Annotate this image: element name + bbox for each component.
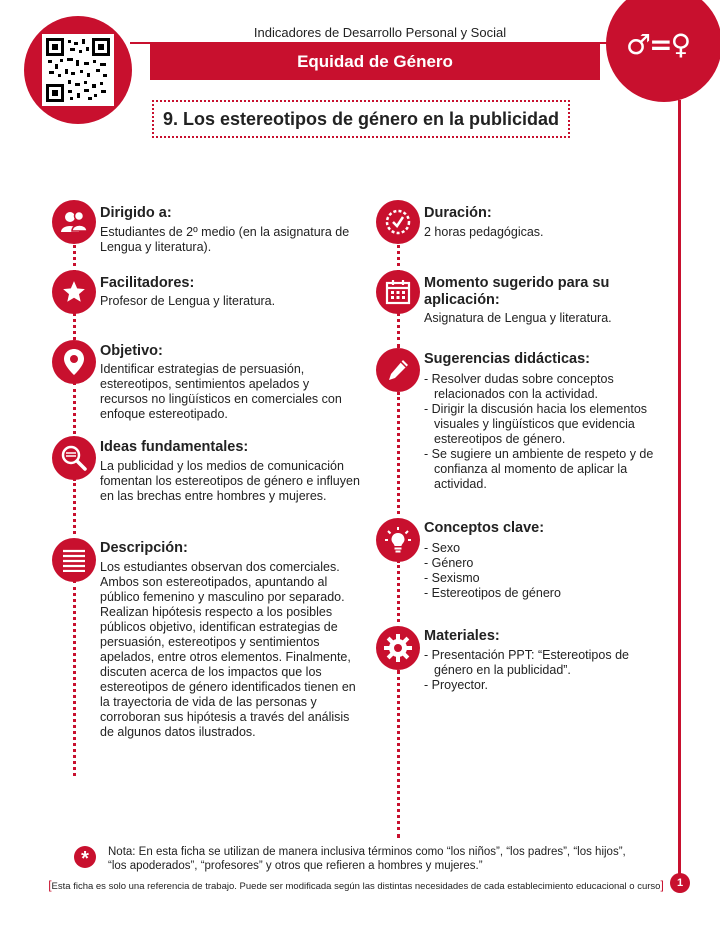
lightbulb-icon <box>376 518 420 562</box>
materiales-heading: Materiales: <box>424 628 500 644</box>
timeline-connector <box>397 560 400 622</box>
star-icon <box>52 270 96 314</box>
subject-title: Indicadores de Desarrollo Personal y Social <box>253 25 507 40</box>
sugerencias-heading: Sugerencias didácticas: <box>424 351 591 367</box>
pen-icon <box>376 348 420 392</box>
facilitadores-heading: Facilitadores: <box>100 275 195 291</box>
magnifier-icon <box>52 436 96 480</box>
timeline-connector <box>397 670 400 838</box>
qr-pattern-icon <box>46 38 110 102</box>
right-edge-rule <box>678 100 681 878</box>
list-item: - Dirigir la discusión hacia los elementos visuales y lingüísticos que evidencia estereotipos de género. <box>424 402 664 447</box>
qr-code-image <box>42 34 114 106</box>
materiales-list <box>424 648 664 693</box>
ideas-text: La publicidad y los medios de comunicación fomentan los estereotipos de género e influyen en las brechas entre hombres y mujeres. <box>100 459 360 503</box>
gender-equality-icon: ♂=♀ <box>626 28 690 61</box>
list-item: - Género <box>424 556 664 571</box>
facilitadores-text: Profesor de Lengua y literatura. <box>100 294 276 308</box>
timeline-connector <box>73 382 76 434</box>
duracion-heading: Duración: <box>424 205 492 221</box>
list-item: - Sexismo <box>424 571 664 586</box>
ideas-heading: Ideas fundamentales: <box>100 439 249 455</box>
gear-icon <box>376 626 420 670</box>
page-number: 1 <box>670 873 690 893</box>
descripcion-heading: Descripción: <box>100 540 188 556</box>
timeline-connector <box>397 392 400 514</box>
list-item: - Proyector. <box>424 678 664 693</box>
timeline-connector <box>397 312 400 348</box>
conceptos-list <box>424 541 664 601</box>
momento-heading: Momento sugerido para su aplicación: <box>424 275 610 308</box>
calendar-icon <box>376 270 420 314</box>
timeline-connector <box>73 478 76 534</box>
section-title: Equidad de Género <box>297 52 453 71</box>
text-lines-icon <box>52 538 96 582</box>
disclaimer-text: Esta ficha es solo una referencia de trabajo. Puede ser modificada según las distintas necesidades de cada establecimiento educacional o curso <box>51 881 661 892</box>
activity-title: 9. Los estereotipos de género en la publicidad <box>162 109 560 129</box>
list-item: - Resolver dudas sobre conceptos relacionados con la actividad. <box>424 372 664 402</box>
location-pin-icon <box>52 340 96 384</box>
bracket-close-icon: ] <box>660 878 664 892</box>
timeline-connector <box>73 580 76 776</box>
objetivo-text: Identificar estrategias de persuasión, estereotipos, sentimientos apelados y recursos no lingüísticos en comerciales con enfoque estereotipado. <box>100 362 342 421</box>
duracion-text: 2 horas pedagógicas. <box>424 225 544 239</box>
momento-text: Asignatura de Lengua y literatura. <box>424 311 612 325</box>
qr-code[interactable] <box>24 16 132 124</box>
list-item: - Estereotipos de género <box>424 586 664 601</box>
objetivo-heading: Objetivo: <box>100 343 163 359</box>
list-item: - Sexo <box>424 541 664 556</box>
dirigido-heading: Dirigido a: <box>100 205 172 221</box>
conceptos-heading: Conceptos clave: <box>424 520 545 536</box>
clock-icon <box>376 200 420 244</box>
descripcion-text: Los estudiantes observan dos comerciales. Ambos son estereotipados, apuntando al público femenino y masculino por separado. Realizan hipótesis respecto a los posibles públicos objetivo, identifican estrategias de persuasión, estereotipos y sentimientos apelados, entre otros elementos. Finalmente, discuten acerca de los impactos que los estereotipos de género identificados tienen en la trayectoria de vida de las personas y corroboran sus hipótesis a través del análisis de algunos datos ilustrados. <box>100 560 356 739</box>
dirigido-text: Estudiantes de 2º medio (en la asignatura de Lengua y literatura). <box>100 225 350 254</box>
people-icon <box>52 200 96 244</box>
disclaimer <box>48 878 664 892</box>
inclusive-language-note: Nota: En esta ficha se utilizan de manera inclusiva términos como “los niños”, “los padres”, “los hijos”, “los apoderados”, “profesores” y otros que refieren a hombres y mujeres.” <box>108 846 626 872</box>
list-item: - Presentación PPT: “Estereotipos de género en la publicidad”. <box>424 648 664 678</box>
bracket-open-icon: [ <box>48 878 52 892</box>
sugerencias-list <box>424 372 664 492</box>
asterisk-icon: * <box>74 846 96 868</box>
list-item: - Se sugiere un ambiente de respeto y de confianza al momento de aplicar la actividad. <box>424 447 664 492</box>
